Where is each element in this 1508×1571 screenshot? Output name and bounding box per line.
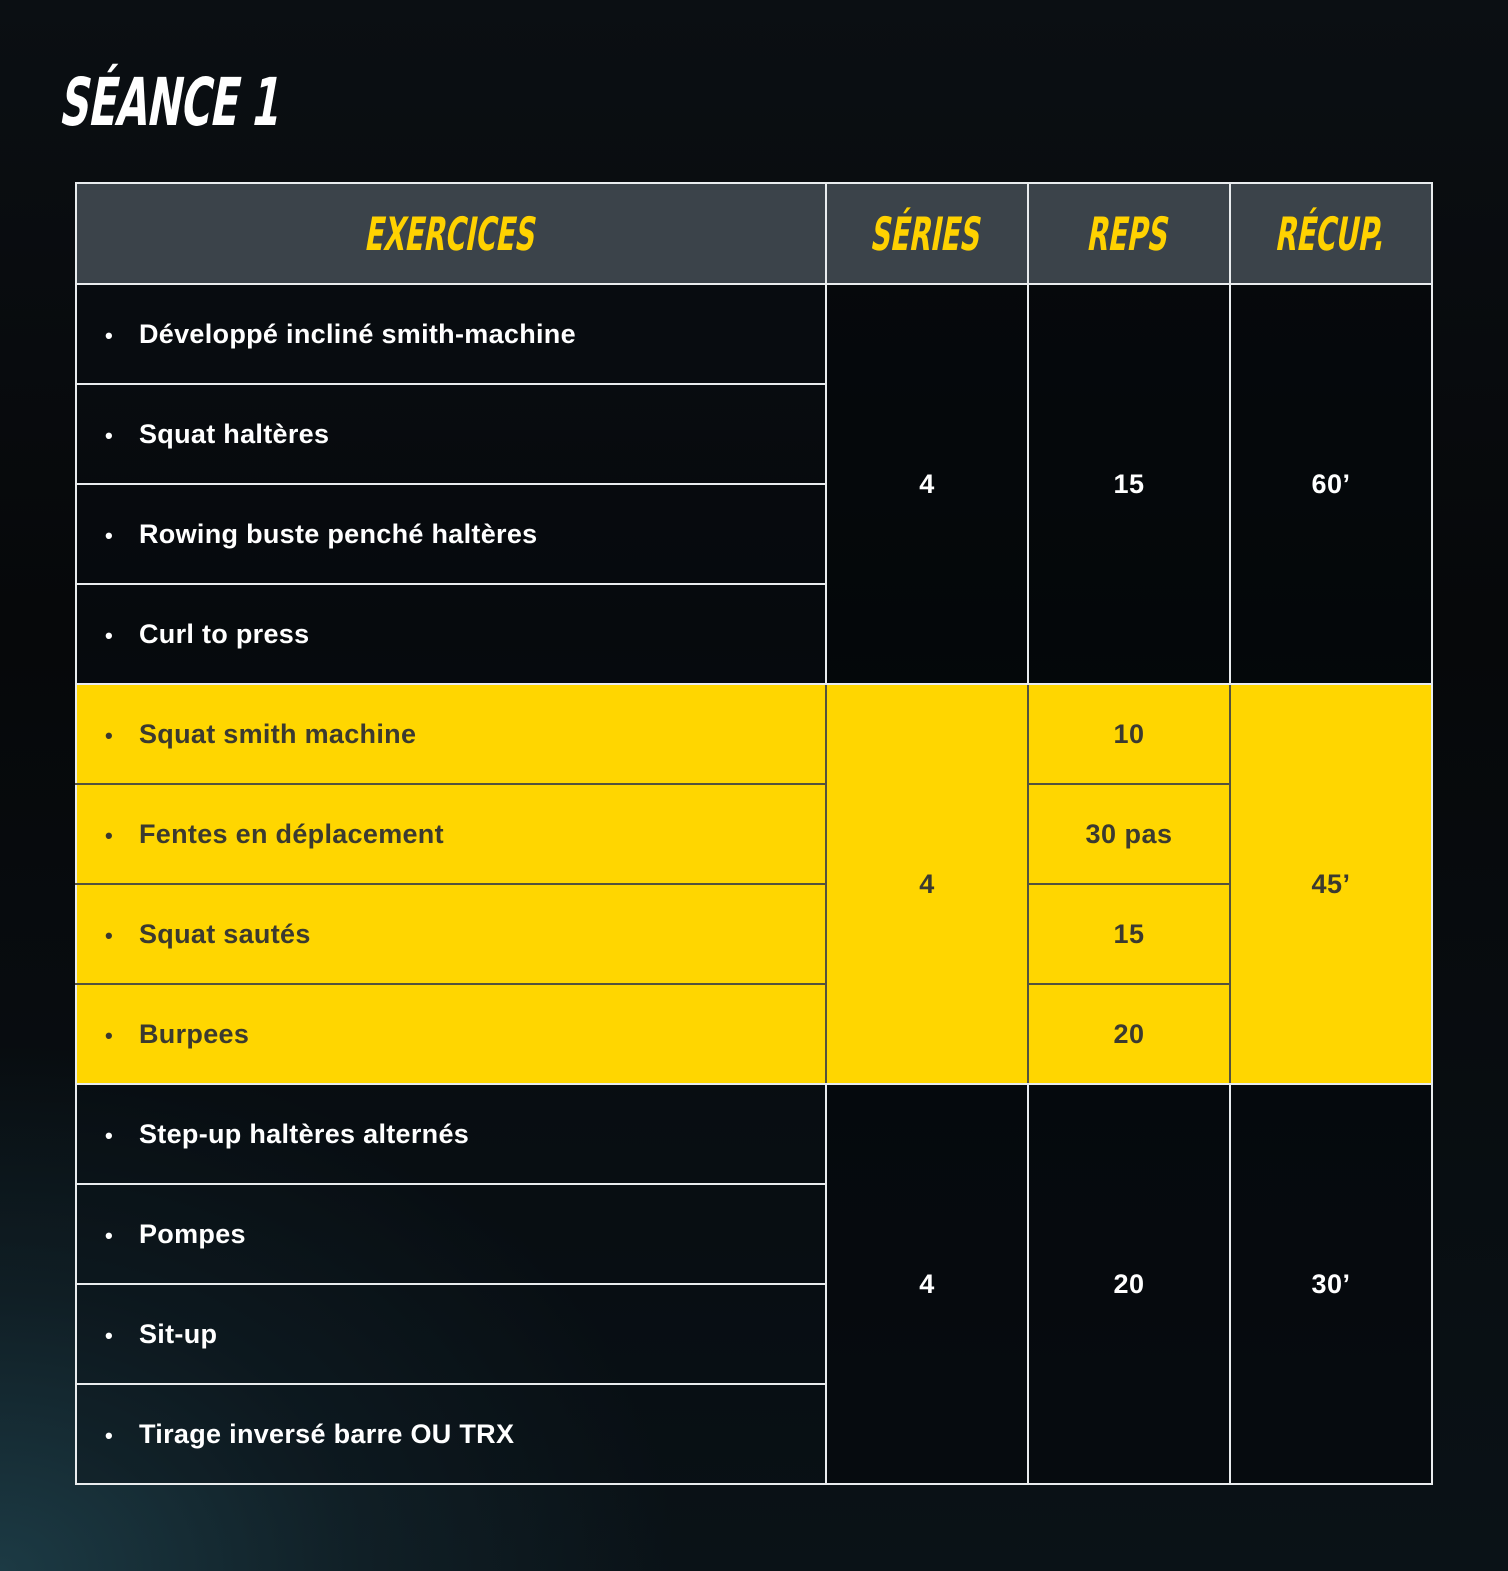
exercise-cell bbox=[76, 1284, 826, 1384]
exercise-name: Squat haltères bbox=[139, 418, 330, 449]
exercise-cell bbox=[76, 484, 826, 584]
table-row bbox=[76, 1084, 1432, 1184]
bullet-icon: • bbox=[105, 1322, 114, 1348]
exercise-name: Burpees bbox=[139, 1018, 250, 1049]
bullet-icon: • bbox=[105, 522, 114, 548]
bullet-icon: • bbox=[105, 322, 114, 348]
exercise-name: Step-up haltères alternés bbox=[139, 1118, 470, 1149]
exercise-name: Squat sautés bbox=[139, 918, 311, 949]
exercise-cell bbox=[76, 884, 826, 984]
exercise-cell bbox=[76, 984, 826, 1084]
exercise-cell bbox=[76, 1384, 826, 1484]
table-row bbox=[76, 884, 1432, 984]
exercise-name: Sit-up bbox=[139, 1318, 218, 1349]
page-title: SÉANCE 1 bbox=[55, 64, 289, 141]
workout-table bbox=[75, 182, 1433, 1485]
exercise-name: Squat smith machine bbox=[139, 718, 417, 749]
reps-cell: 30 pas bbox=[1028, 784, 1230, 884]
sets-cell: 4 bbox=[826, 684, 1028, 1084]
exercise-name: Curl to press bbox=[139, 618, 310, 649]
bullet-icon: • bbox=[105, 1422, 114, 1448]
bullet-icon: • bbox=[105, 822, 114, 848]
exercise-name: Développé incliné smith-machine bbox=[139, 318, 576, 349]
sets-cell: 4 bbox=[826, 1084, 1028, 1484]
exercise-cell bbox=[76, 384, 826, 484]
bullet-icon: • bbox=[105, 1122, 114, 1148]
table-row bbox=[76, 784, 1432, 884]
exercise-name: Fentes en déplacement bbox=[139, 818, 444, 849]
exercise-cell bbox=[76, 1084, 826, 1184]
rest-cell: 45’ bbox=[1230, 684, 1432, 1084]
header-exercises: EXERCICES bbox=[76, 183, 826, 284]
bullet-icon: • bbox=[105, 1222, 114, 1248]
bullet-icon: • bbox=[105, 422, 114, 448]
header-reps: REPS bbox=[1028, 183, 1230, 284]
bullet-icon: • bbox=[105, 722, 114, 748]
table-row bbox=[76, 684, 1432, 784]
exercise-cell bbox=[76, 1184, 826, 1284]
exercise-name: Tirage inversé barre OU TRX bbox=[139, 1418, 515, 1449]
table-row bbox=[76, 284, 1432, 384]
exercise-name: Pompes bbox=[139, 1218, 246, 1249]
rest-cell: 30’ bbox=[1230, 1084, 1432, 1484]
reps-cell: 15 bbox=[1028, 284, 1230, 684]
table-row bbox=[76, 984, 1432, 1084]
reps-cell: 20 bbox=[1028, 984, 1230, 1084]
rest-cell: 60’ bbox=[1230, 284, 1432, 684]
exercise-cell bbox=[76, 784, 826, 884]
reps-cell: 15 bbox=[1028, 884, 1230, 984]
exercise-cell bbox=[76, 684, 826, 784]
exercise-name: Rowing buste penché haltères bbox=[139, 518, 538, 549]
reps-cell: 20 bbox=[1028, 1084, 1230, 1484]
table-header-row bbox=[76, 183, 1432, 284]
header-sets: SÉRIES bbox=[826, 183, 1028, 284]
bullet-icon: • bbox=[105, 1022, 114, 1048]
bullet-icon: • bbox=[105, 622, 114, 648]
reps-cell: 10 bbox=[1028, 684, 1230, 784]
bullet-icon: • bbox=[105, 922, 114, 948]
sets-cell: 4 bbox=[826, 284, 1028, 684]
exercise-cell bbox=[76, 284, 826, 384]
header-rest: RÉCUP. bbox=[1230, 183, 1432, 284]
exercise-cell bbox=[76, 584, 826, 684]
